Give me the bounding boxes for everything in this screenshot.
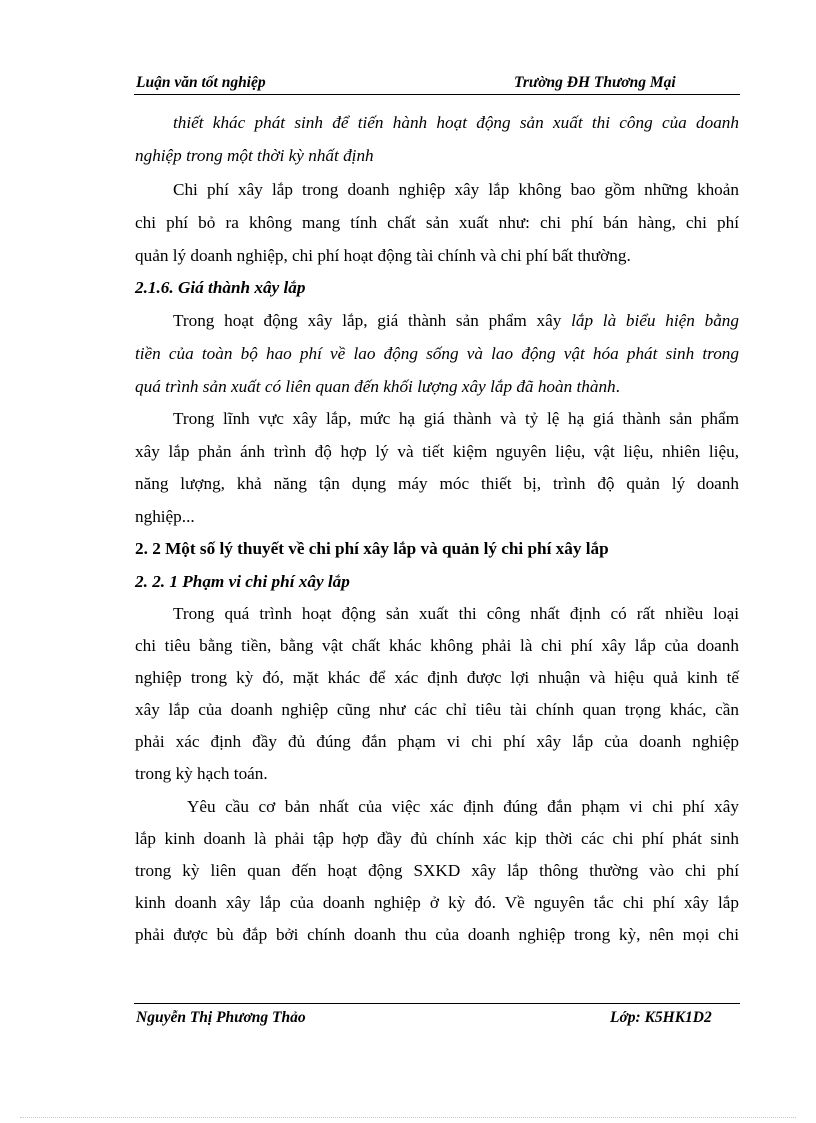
text-line: chi phí bỏ ra không mang tính chất sản xuất như: chi phí bán hàng, chi phí [135, 213, 739, 232]
text-line [135, 304, 739, 337]
text-line: lắp kinh doanh là phải tập hợp đầy đủ chính xác kịp thời các chi phí phát sinh [135, 829, 739, 848]
text-line: kinh doanh xây lắp của doanh nghiệp ở kỳ đó. Về nguyên tắc chi phí xây lắp [135, 893, 739, 912]
page-bottom-edge [20, 1117, 796, 1118]
text-line: trong kỳ liên quan đến hoạt động SXKD xây lắp thông thường vào chi phí [135, 861, 739, 880]
text-line: phải được bù đắp bởi chính doanh thu của doanh nghiệp trong kỳ, nên mọi chi [135, 925, 739, 944]
text-run-italic: quá trình sản xuất có liên quan đến khối lượng xây lắp đã hoàn thành [135, 377, 616, 396]
text-run: . [615, 377, 620, 396]
text-line: nghiệp... [135, 507, 195, 526]
text-line: xây lắp của doanh nghiệp cũng như các chỉ tiêu tài chính quan trọng khác, cần [135, 700, 739, 719]
text-line: phải xác định đầy đủ đúng đắn phạm vi chi phí xây lắp của doanh nghiệp [135, 732, 739, 751]
page-footer [134, 1009, 740, 1031]
text-line [135, 370, 739, 403]
text-line: Trong quá trình hoạt động sản xuất thi công nhất định có rất nhiều loại [173, 604, 739, 623]
text-run: Trong hoạt động xây lắp, giá thành sản phẩm xây [173, 311, 572, 330]
section-heading-2-1-6: 2.1.6. Giá thành xây lắp [135, 278, 306, 297]
text-run-italic: lắp là biểu hiện bằng [571, 311, 739, 330]
text-line: Yêu cầu cơ bản nhất của việc xác định đúng đắn phạm vi chi phí xây [187, 797, 739, 816]
text-line: chi tiêu bằng tiền, bằng vật chất khác không phải là chi phí xây lắp của doanh [135, 636, 739, 655]
text-line: nghiệp trong kỳ đó, mặt khác để xác định được lợi nhuận và hiệu quả kinh tế [135, 668, 739, 687]
header-thesis-label: Luận văn tốt nghiệp [136, 74, 266, 91]
footer-author: Nguyễn Thị Phương Thảo [136, 1009, 306, 1026]
text-line: tiền của toàn bộ hao phí về lao động sống và lao động vật hóa phát sinh trong [135, 344, 739, 363]
footer-class: Lớp: K5HK1D2 [610, 1009, 712, 1026]
text-line: năng lượng, khả năng tận dụng máy móc thiết bị, trình độ quản lý doanh [135, 474, 739, 493]
text-line: quản lý doanh nghiệp, chi phí hoạt động tài chính và chi phí bất thường. [135, 246, 631, 265]
text-line: trong kỳ hạch toán. [135, 764, 268, 783]
text-line: Chi phí xây lắp trong doanh nghiệp xây lắp không bao gồm những khoản [173, 180, 739, 199]
header-university: Trường ĐH Thương Mại [514, 74, 676, 91]
section-heading-2-2-1: 2. 2. 1 Phạm vi chi phí xây lắp [135, 572, 350, 591]
page-header [134, 74, 740, 95]
section-heading-2-2: 2. 2 Một số lý thuyết về chi phí xây lắp và quản lý chi phí xây lắp [135, 539, 609, 558]
text-line: thiết khác phát sinh để tiến hành hoạt động sản xuất thi công của doanh [173, 113, 739, 132]
footer-divider [134, 1003, 740, 1004]
text-line: xây lắp phản ánh trình độ hợp lý và tiết kiệm nguyên liệu, vật liệu, nhiên liệu, [135, 442, 739, 461]
text-line: nghiệp trong một thời kỳ nhất định [135, 146, 374, 165]
text-line: Trong lĩnh vực xây lắp, mức hạ giá thành và tỷ lệ hạ giá thành sản phẩm [173, 409, 739, 428]
